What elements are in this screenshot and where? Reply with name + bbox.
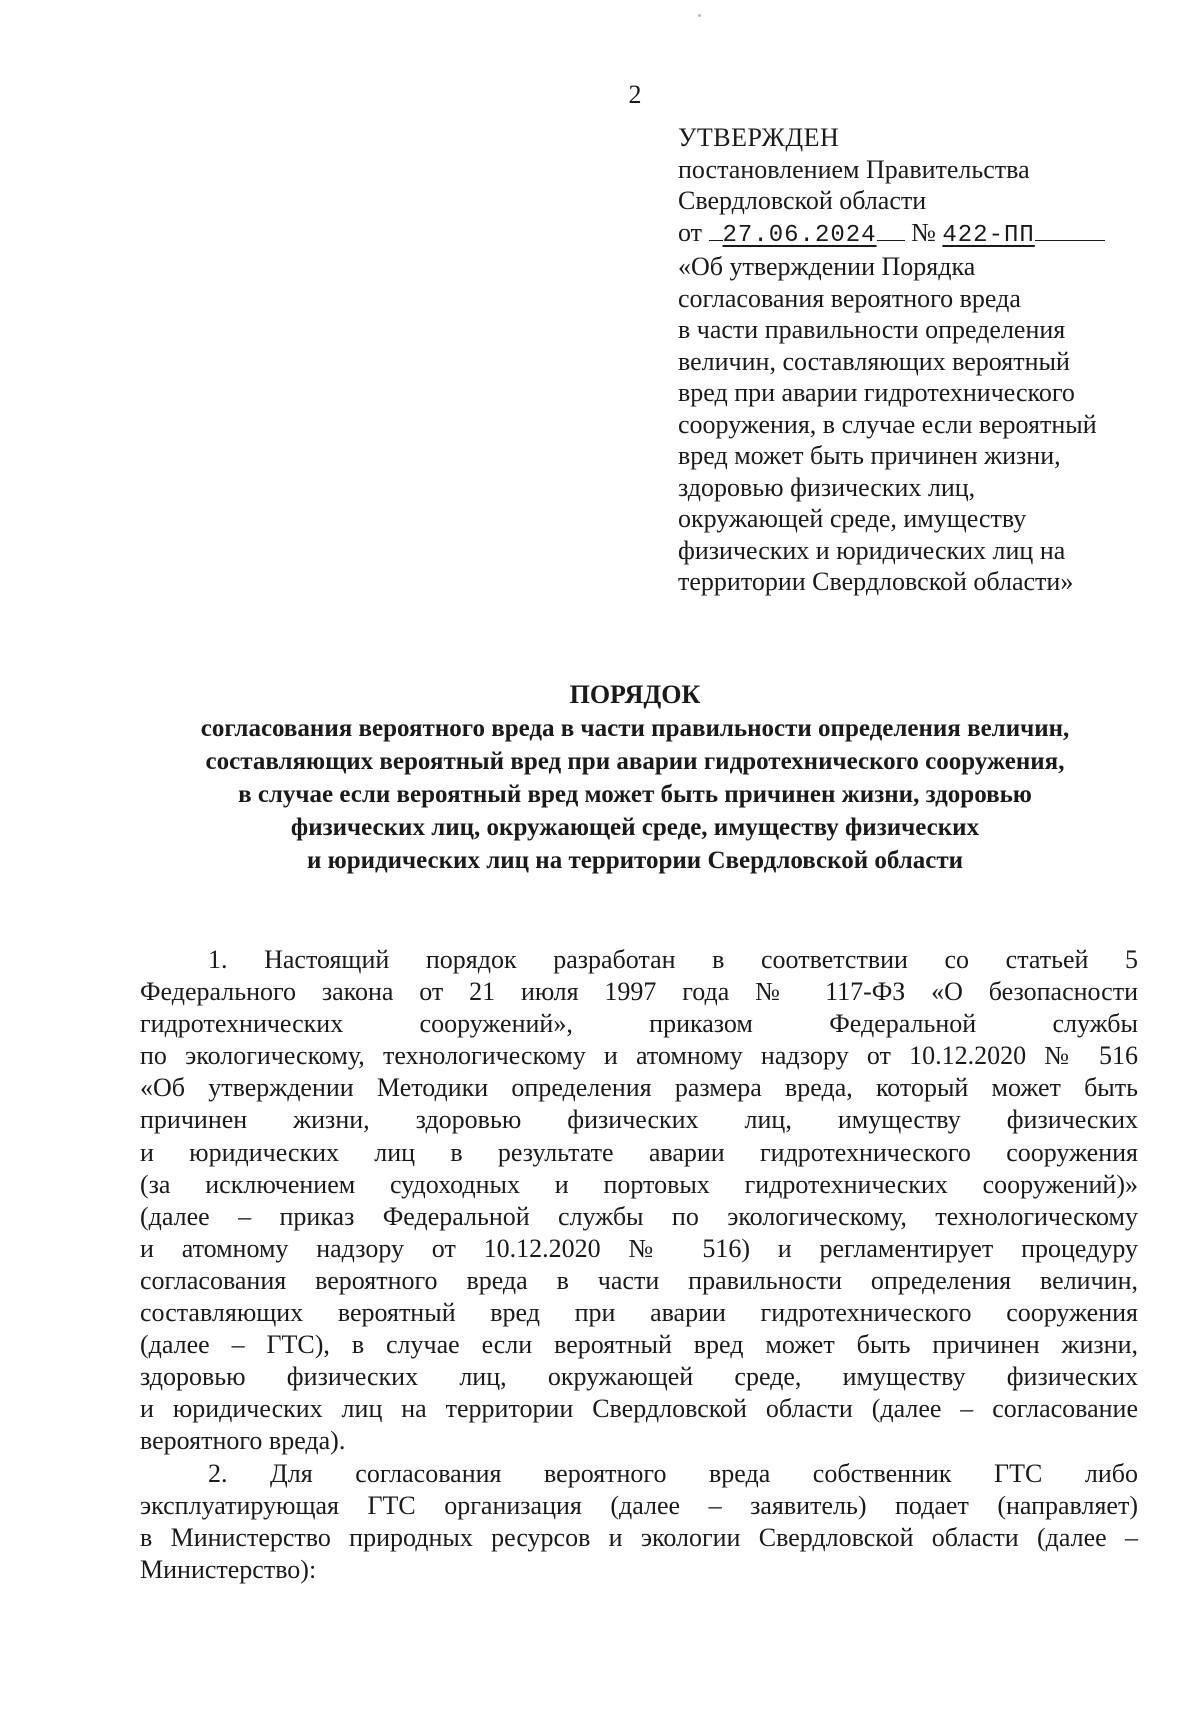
paragraph-line: и юридических лиц на территории Свердловской области (далее – согласование <box>140 1394 1138 1424</box>
scan-artifact <box>698 14 701 17</box>
paragraph-line: составляющих вероятный вред при аварии гидротехнического сооружения <box>140 1298 1138 1328</box>
approval-title-line: вред может быть причинен жизни, <box>678 441 1061 470</box>
paragraph-line: 2. Для согласования вероятного вреда собственник ГТС либо <box>208 1458 1138 1488</box>
approval-number-prefix: № <box>911 217 943 247</box>
paragraph-line: 1. Настоящий порядок разработан в соответствии со статьей 5 <box>208 945 1138 974</box>
paragraph-line: (далее – приказ Федеральной службы по экологическому, технологическому <box>140 1201 1138 1231</box>
paragraph-line: Министерство): <box>140 1554 317 1584</box>
paragraph-line: (далее – ГТС), в случае если вероятный вред может быть причинен жизни, <box>140 1330 1138 1360</box>
paragraph-line: Федерального закона от 21 июля 1997 года № 117-ФЗ «О безопасности <box>140 977 1138 1007</box>
approval-title-line: физических и юридических лиц на <box>678 535 1066 565</box>
paragraph-line: эксплуатирующая ГТС организация (далее – заявитель) подает (направляет) <box>140 1490 1138 1520</box>
approval-title-line: «Об утверждении Порядка <box>678 252 976 281</box>
approval-line-1: постановлением Правительства <box>678 154 1030 184</box>
approval-date-prefix: от <box>678 217 709 247</box>
approval-line-2: Свердловской области <box>678 186 927 215</box>
paragraph-line: гидротехнических сооружений», приказом Федеральной службы <box>140 1009 1138 1039</box>
approval-date: 27.06.2024 <box>722 221 877 249</box>
paragraph-1 <box>140 944 1138 1458</box>
approval-title-line: в части правильности определения <box>678 315 1066 344</box>
subtitle-line: согласования вероятного вреда в части правильности определения величин, <box>200 715 1070 742</box>
paragraph-2 <box>140 1458 1138 1586</box>
approval-heading: УТВЕРЖДЕН <box>678 123 840 152</box>
approval-title-line: согласования вероятного вреда <box>678 283 1021 313</box>
document-subtitle <box>120 712 1150 877</box>
approval-title-line: территории Свердловской области» <box>678 567 1074 596</box>
paragraph-line: и атомному надзору от 10.12.2020 № 516) и регламентирует процедуру <box>140 1233 1138 1263</box>
paragraph-line: (за исключением судоходных и портовых гидротехнических сооружений)» <box>140 1169 1138 1199</box>
number-underline <box>1035 218 1105 241</box>
subtitle-line: и юридических лиц на территории Свердловской области <box>306 847 964 874</box>
subtitle-line: физических лиц, окружающей среде, имуществу физических <box>290 814 980 841</box>
approval-title-line: сооружения, в случае если вероятный <box>678 409 1097 439</box>
page-number: 2 <box>628 80 642 109</box>
paragraph-line: причинен жизни, здоровью физических лиц, имуществу физических <box>140 1105 1138 1135</box>
approval-title-line: величин, составляющих вероятный <box>678 346 1070 376</box>
paragraph-line: согласования вероятного вреда в части правильности определения величин, <box>140 1265 1138 1295</box>
approval-title-line: окружающей среде, имуществу <box>678 504 1027 533</box>
document-title: ПОРЯДОК <box>569 680 701 709</box>
paragraph-line: в Министерство природных ресурсов и экологии Свердловской области (далее – <box>140 1522 1138 1552</box>
approval-date-line <box>678 217 1178 252</box>
paragraph-line: по экологическому, технологическому и атомному надзору от 10.12.2020 № 516 <box>140 1041 1138 1071</box>
paragraph-line: здоровью физических лиц, окружающей среде, имуществу физических <box>140 1362 1138 1392</box>
approval-number: 422-ПП <box>942 221 1035 249</box>
approval-title-line: здоровью физических лиц, <box>678 472 976 502</box>
paragraph-line: вероятного вреда). <box>140 1426 346 1456</box>
approval-title-line: вред при аварии гидротехнического <box>678 378 1075 407</box>
approval-block <box>678 122 1178 598</box>
date-underline-right <box>877 218 905 241</box>
paragraph-line: и юридических лиц в результате аварии гидротехнического сооружения <box>140 1137 1138 1167</box>
body-text <box>140 944 1138 1586</box>
subtitle-line: в случае если вероятный вред может быть причинен жизни, здоровью <box>238 781 1032 808</box>
paragraph-line: «Об утверждении Методики определения размера вреда, который может быть <box>140 1073 1138 1103</box>
subtitle-line: составляющих вероятный вред при аварии гидротехнического сооружения, <box>205 748 1065 775</box>
date-underline-left <box>709 218 723 241</box>
